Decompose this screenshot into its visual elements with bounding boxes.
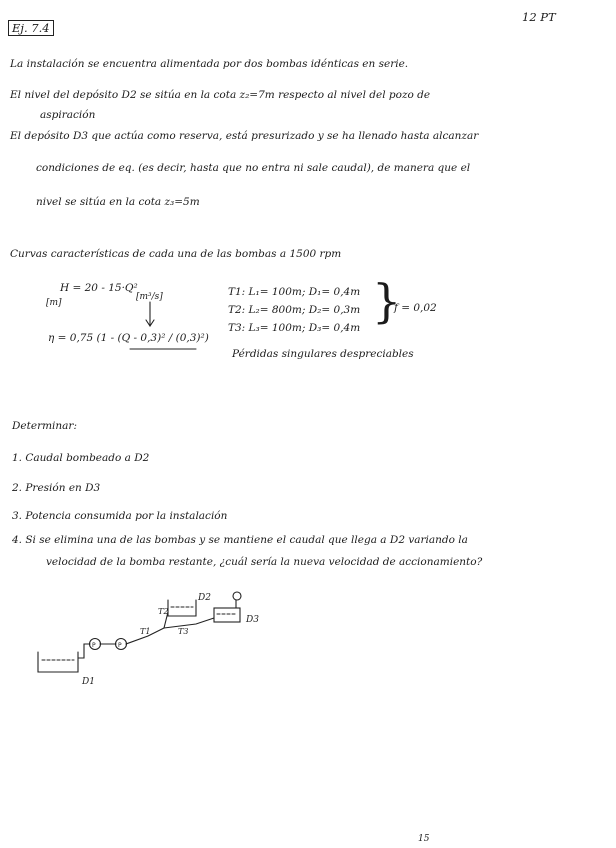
tank-d1 <box>38 652 78 672</box>
pipe-t2-spec: T2: L₂= 800m; D₂= 0,3m <box>228 304 361 316</box>
task-4a: 4. Si se elimina una de las bombas y se mantiene el caudal que llega a D2 variando la <box>12 534 468 546</box>
tank-d2 <box>168 600 196 616</box>
task-2: 2. Presión en D3 <box>12 482 101 494</box>
page-marker: 12 PT <box>522 10 556 24</box>
diagram-label-t1: T1 <box>140 627 151 636</box>
diagram-label-t2: T2 <box>158 607 169 616</box>
pipe-t1-spec: T1: L₁= 100m; D₁= 0,4m <box>228 286 361 298</box>
pump-2-label: P <box>118 642 122 649</box>
equation-efficiency: η = 0,75 (1 - (Q - 0,3)² / (0,3)²) <box>48 332 209 344</box>
task-4b: velocidad de la bomba restante, ¿cuál sería la nueva velocidad de accionamiento? <box>46 556 483 568</box>
statement-line-2b: aspiración <box>40 109 96 121</box>
diagram-label-t3: T3 <box>178 627 189 636</box>
statement-line-3c: nivel se sitúa en la cota z₃=5m <box>36 196 200 208</box>
pipe-t3-spec: T3: L₃= 100m; D₃= 0,4m <box>228 322 361 334</box>
curves-heading: Curvas características de cada una de las bombas a 1500 rpm <box>10 248 342 260</box>
tank-d3 <box>214 608 240 622</box>
statement-line-1: La instalación se encuentra alimentada por dos bombas idénticas en serie. <box>10 58 409 70</box>
diagram-label-d2: D2 <box>198 593 211 603</box>
unit-head: [m] <box>46 298 62 308</box>
statement-line-2a: El nivel del depósito D2 se sitúa en la cota z₂=7m respecto al nivel del pozo de <box>10 89 431 101</box>
diagram-label-d3: D3 <box>246 615 259 625</box>
losses-note: Pérdidas singulares despreciables <box>232 348 414 360</box>
task-1: 1. Caudal bombeado a D2 <box>12 452 150 464</box>
diagram-label-d1: D1 <box>82 677 95 687</box>
statement-line-3a: El depósito D3 que actúa como reserva, está presurizado y se ha llenado hasta alcanzar <box>10 130 479 142</box>
friction-factor: f = 0,02 <box>394 302 437 314</box>
right-brace: } <box>372 274 402 328</box>
statement-line-3b: condiciones de eq. (es decir, hasta que no entra ni sale caudal), de manera que el <box>36 162 471 174</box>
exercise-tag: Ej. 7.4 <box>8 20 54 36</box>
tasks-heading: Determinar: <box>12 420 77 432</box>
pump-1-label: P <box>92 642 96 649</box>
manometer <box>233 592 241 600</box>
pipe-t3 <box>164 618 214 628</box>
task-3: 3. Potencia consumida por la instalación <box>12 510 228 522</box>
equation-head: H = 20 - 15·Q² <box>60 282 138 294</box>
page-number: 15 <box>418 834 430 844</box>
unit-flow: [m³/s] <box>136 292 163 302</box>
